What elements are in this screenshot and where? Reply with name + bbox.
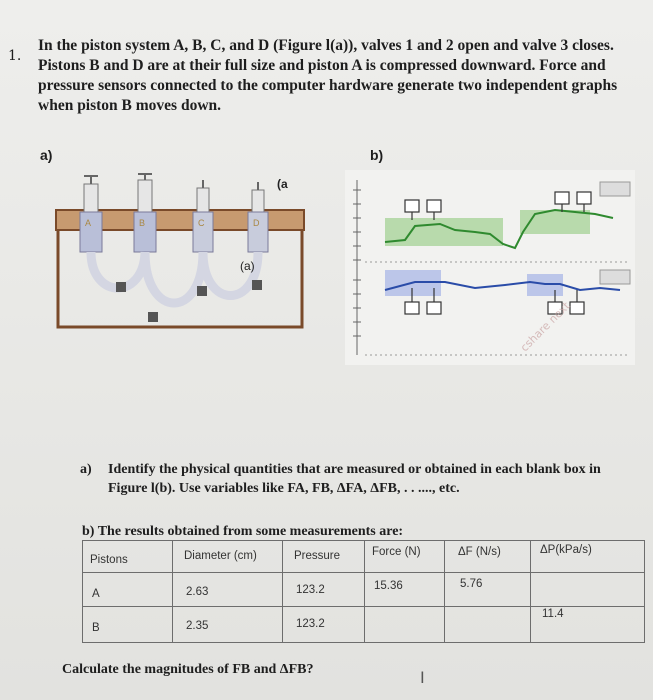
cell-a-piston: A [92,588,100,600]
piston-label-a: A [85,218,92,228]
table-border-bottom [82,642,645,643]
figure-b-label: b) [370,147,384,163]
piston-c [193,180,213,252]
header-delta-p: ΔP(kPa/s) [540,544,592,556]
watermark: cshare next [517,299,573,355]
valve-3-icon [197,286,207,296]
cell-b-diameter: 2.35 [186,620,209,632]
part-a-text: Identify the physical quantities that are measured or obtained in each blank box in Figure l(b). Use variables like FA, FB, ΔFA, ΔFB, . . ...., etc. [108,462,601,496]
tube-bc [145,252,203,303]
calculate-prompt: Calculate the magnitudes of FB and ΔFB? [62,662,314,677]
cell-b-pressure: 123.2 [296,618,325,630]
header-pressure: Pressure [294,550,341,562]
valve-1-icon [116,282,126,292]
cell-a-delta-f: 5.76 [460,578,483,590]
header-delta-f: ΔF (N/s) [458,546,501,558]
cell-a-diameter: 2.63 [186,586,209,598]
measurements-table [82,538,645,648]
sensor-graphs-figure [345,170,635,365]
header-pistons: Pistons [90,554,128,566]
piston-label-b: B [139,218,146,228]
piston-d [248,182,268,252]
piston-b [134,174,156,252]
piston-a [80,176,102,252]
piston-label-d: D [253,218,260,228]
force-highlight-1 [385,218,503,246]
valve-2-icon [148,312,158,322]
valve-4-icon [252,280,262,290]
header-force: Force (N) [372,546,421,558]
cell-a-force: 15.36 [374,580,403,592]
cell-b-piston: B [92,622,100,634]
part-a-marker: a) [80,462,92,477]
cell-a-pressure: 123.2 [296,584,325,596]
part-a-question [80,460,630,498]
cell-b-delta-p: 11.4 [542,608,564,620]
piston-apparatus-figure [44,170,309,340]
annotation-a-top: (a [277,177,288,191]
annotation-a-mid: (a) [240,259,255,273]
legend-box-top [600,182,630,196]
part-b-intro: b) The results obtained from some measurements are: [82,524,404,539]
piston-label-c: C [198,218,205,228]
question-text: In the piston system A, B, C, and D (Figure l(a)), valves 1 and 2 open and valve 3 closes. Pistons B and D are at their full size and piston A is compressed downward. Force and pressure sensors connected to the computer hardware generate two independent graphs when piston B moves down. [38,37,618,114]
figure-a-label: a) [40,147,53,163]
header-diameter: Diameter (cm) [184,550,257,562]
legend-box-bottom [600,270,630,284]
text-cursor-icon: I [420,668,425,687]
question-number: 1. [8,48,22,64]
